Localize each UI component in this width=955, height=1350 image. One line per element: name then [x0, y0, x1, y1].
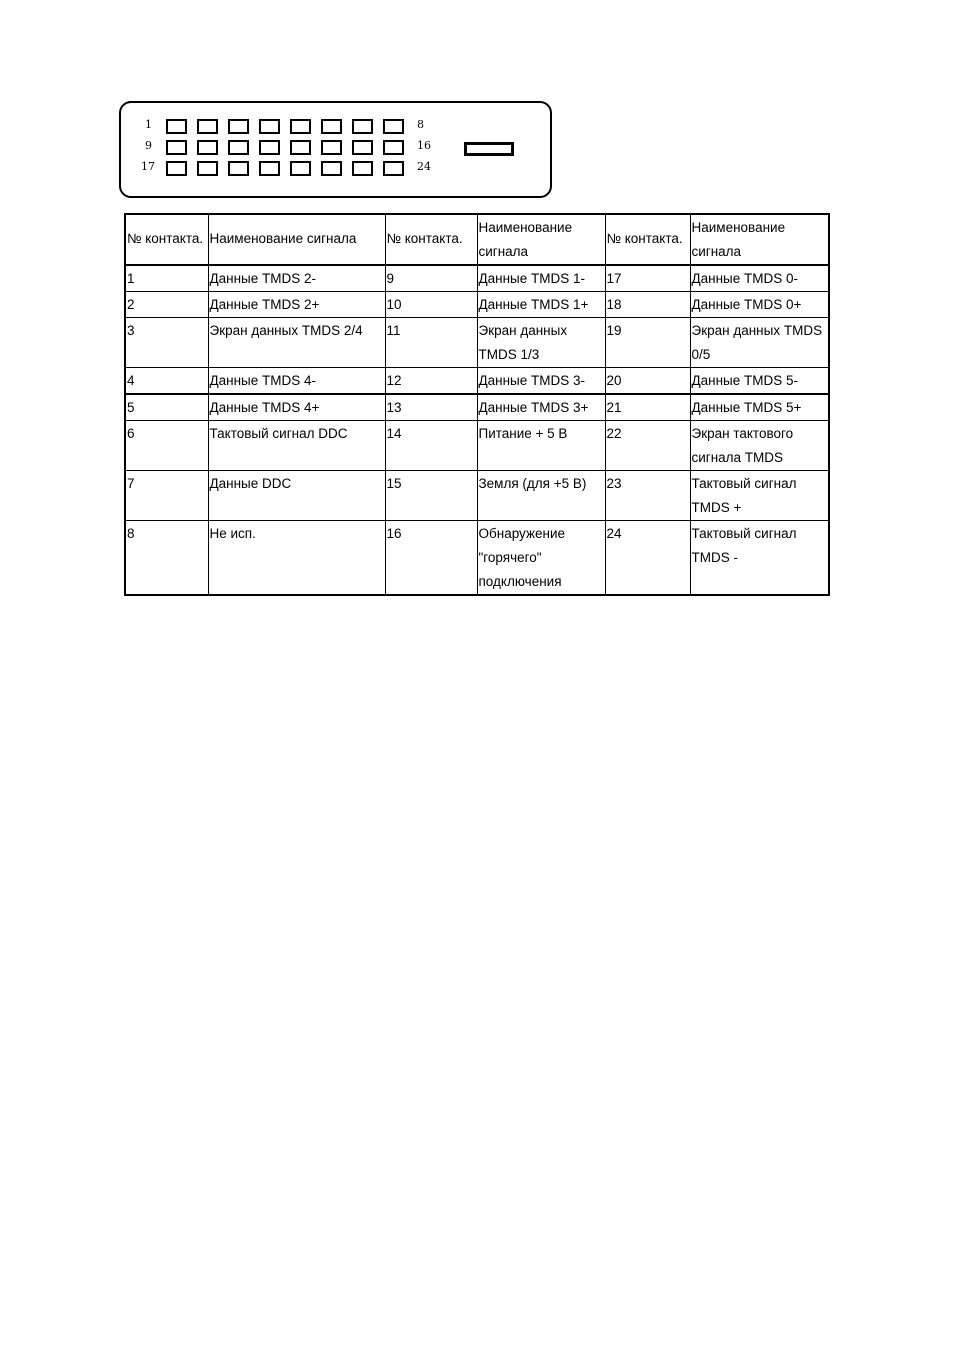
pin — [321, 140, 342, 155]
pin — [166, 119, 187, 134]
pin — [290, 140, 311, 155]
signal-name-cell: Данные TMDS 5- — [690, 368, 829, 395]
header-signal-name: Наименование сигнала — [477, 214, 605, 265]
pin-row-1 — [166, 119, 404, 134]
pin — [259, 140, 280, 155]
signal-name-cell: Данные TMDS 4- — [208, 368, 385, 395]
pin-number-cell: 13 — [385, 394, 477, 421]
signal-name-cell: Тактовый сигнал DDC — [208, 421, 385, 471]
pin — [197, 140, 218, 155]
pin-number-cell: 24 — [605, 521, 690, 596]
pin — [383, 119, 404, 134]
pin — [352, 140, 373, 155]
signal-name-cell: Тактовый сигнал TMDS + — [690, 471, 829, 521]
pin-row-1-start-label: 1 — [145, 118, 152, 131]
table-row — [125, 421, 829, 471]
signal-name-cell: Обнаружение "горячего" подключения — [477, 521, 605, 596]
pin-number-cell: 5 — [125, 394, 208, 421]
signal-name-cell: Данные TMDS 1+ — [477, 292, 605, 318]
pin — [166, 140, 187, 155]
pin-number-cell: 3 — [125, 318, 208, 368]
pin-number-cell: 1 — [125, 265, 208, 292]
pin-row-2 — [166, 140, 404, 155]
pin-row-2-end-label: 16 — [417, 139, 431, 152]
signal-name-cell: Данные TMDS 1- — [477, 265, 605, 292]
pin-number-cell: 19 — [605, 318, 690, 368]
table-header-row — [125, 214, 829, 265]
signal-name-cell: Тактовый сигнал TMDS - — [690, 521, 829, 596]
pin-number-cell: 11 — [385, 318, 477, 368]
pin-number-cell: 16 — [385, 521, 477, 596]
pin-number-cell: 14 — [385, 421, 477, 471]
pin-row-2-start-label: 9 — [145, 139, 152, 152]
table-row — [125, 265, 829, 292]
pin-number-cell: 18 — [605, 292, 690, 318]
signal-name-cell: Данные TMDS 3- — [477, 368, 605, 395]
pin-number-cell: 9 — [385, 265, 477, 292]
pin-number-cell: 21 — [605, 394, 690, 421]
pin-number-cell: 7 — [125, 471, 208, 521]
pin-number-cell: 23 — [605, 471, 690, 521]
pin-number-cell: 8 — [125, 521, 208, 596]
header-signal-name: Наименование сигнала — [690, 214, 829, 265]
pin-number-cell: 17 — [605, 265, 690, 292]
pin — [352, 161, 373, 176]
pin — [228, 119, 249, 134]
pin — [228, 161, 249, 176]
pin-row-1-end-label: 8 — [417, 118, 424, 131]
pin — [290, 161, 311, 176]
header-signal-name: Наименование сигнала — [208, 214, 385, 265]
signal-name-cell: Данные DDC — [208, 471, 385, 521]
pin — [383, 161, 404, 176]
pin — [228, 140, 249, 155]
table-row — [125, 471, 829, 521]
pin-row-3-end-label: 24 — [417, 160, 431, 173]
signal-name-cell: Экран тактового сигнала TMDS — [690, 421, 829, 471]
pin — [321, 119, 342, 134]
pin — [197, 119, 218, 134]
pin-number-cell: 10 — [385, 292, 477, 318]
header-pin-number: № контакта. — [125, 214, 208, 265]
table-row — [125, 521, 829, 596]
dvi-connector-diagram — [119, 101, 552, 198]
signal-name-cell: Экран данных TMDS 1/3 — [477, 318, 605, 368]
pin — [197, 161, 218, 176]
pin-number-cell: 22 — [605, 421, 690, 471]
signal-name-cell: Питание + 5 В — [477, 421, 605, 471]
header-pin-number: № контакта. — [605, 214, 690, 265]
signal-name-cell: Данные TMDS 3+ — [477, 394, 605, 421]
pin-number-cell: 4 — [125, 368, 208, 395]
pin-row-3 — [166, 161, 404, 176]
pin — [290, 119, 311, 134]
table-row — [125, 394, 829, 421]
signal-name-cell: Данные TMDS 4+ — [208, 394, 385, 421]
signal-name-cell: Не исп. — [208, 521, 385, 596]
pin-number-cell: 15 — [385, 471, 477, 521]
table-row — [125, 318, 829, 368]
connector-key-slot — [464, 142, 514, 156]
pin-number-cell: 12 — [385, 368, 477, 395]
signal-name-cell: Экран данных TMDS 0/5 — [690, 318, 829, 368]
table-row — [125, 368, 829, 395]
pin — [383, 140, 404, 155]
pin-assignment-table — [124, 213, 830, 596]
pin-number-cell: 6 — [125, 421, 208, 471]
signal-name-cell: Земля (для +5 В) — [477, 471, 605, 521]
table-row — [125, 292, 829, 318]
pin — [259, 119, 280, 134]
signal-name-cell: Экран данных TMDS 2/4 — [208, 318, 385, 368]
pin — [166, 161, 187, 176]
signal-name-cell: Данные TMDS 0- — [690, 265, 829, 292]
pin-number-cell: 2 — [125, 292, 208, 318]
signal-name-cell: Данные TMDS 2- — [208, 265, 385, 292]
signal-name-cell: Данные TMDS 2+ — [208, 292, 385, 318]
pin-row-3-start-label: 17 — [141, 160, 155, 173]
pin — [259, 161, 280, 176]
signal-name-cell: Данные TMDS 0+ — [690, 292, 829, 318]
signal-name-cell: Данные TMDS 5+ — [690, 394, 829, 421]
header-pin-number: № контакта. — [385, 214, 477, 265]
pin — [352, 119, 373, 134]
pin — [321, 161, 342, 176]
pin-number-cell: 20 — [605, 368, 690, 395]
